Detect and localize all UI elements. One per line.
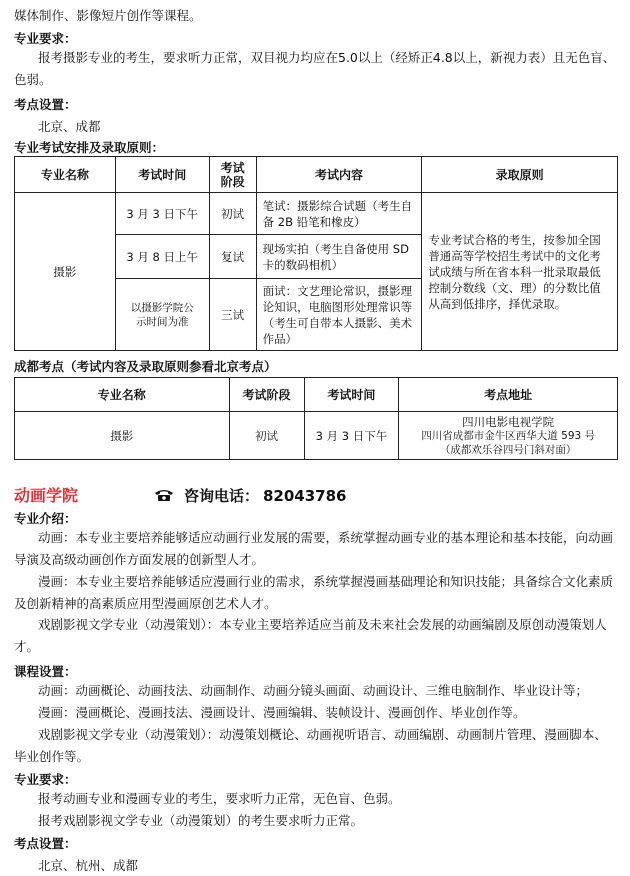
header-major: 专业名称 [15, 157, 116, 193]
phone-label: 咨询电话： [183, 487, 259, 505]
intro-comics: 漫画：本专业主要培养能够适应漫画行业的需求，系统掌握漫画基础理论和知识技能；具备综合文化素质及创新精神的高素质应用型漫画原创艺术人才。 [14, 574, 614, 611]
address-line: 四川电影电视学院 [462, 414, 555, 429]
major-cell: 摄影 [15, 412, 230, 460]
exam-stage-cell: 初试 [209, 193, 256, 235]
requirements-text: 报考摄影专业的考生，要求听力正常，双目视力均应在5.0以上（经矫正4.8以上，新视力表）且无色盲、色弱。 [14, 50, 616, 87]
college-header [14, 483, 618, 506]
requirements-heading-2: 专业要求： [14, 772, 77, 787]
telephone-icon [154, 488, 174, 502]
header-principle: 录取原则 [422, 157, 618, 193]
exam-schedule-table [14, 156, 618, 351]
exam-content-cell: 笔试：摄影综合试题（考生自备 2B 铅笔和橡皮） [256, 193, 422, 235]
exam-schedule-heading: 专业考试安排及录取原则： [14, 140, 165, 155]
requirements-animation-comics: 报考动画专业和漫画专业的考生，要求听力正常，无色盲、色弱。 [38, 791, 401, 806]
major-cell: 摄影 [15, 193, 116, 351]
header-time: 考试时间 [304, 378, 399, 412]
intro-drama-film: 戏剧影视文学专业（动漫策划）：本专业主要培养适应当前及未来社会发展的动画编剧及原创动漫策划人才。 [14, 617, 607, 654]
exam-stage-cell: 初试 [229, 412, 304, 460]
header-major: 专业名称 [15, 378, 230, 412]
chengdu-site-heading: 成都考点（考试内容及录取原则参看北京考点） [14, 359, 277, 374]
courses-comics: 漫画：漫画概论、漫画技法、漫画设计、漫画编辑、装帧设计、漫画创作、毕业创作等。 [38, 705, 526, 720]
address-line: （成都欢乐谷四号门斜对面） [439, 443, 577, 456]
exam-sites-text: 北京、成都 [38, 119, 101, 134]
address-cell [399, 412, 618, 460]
exam-sites-text-2: 北京、杭州、成都 [38, 858, 139, 873]
courses-drama-film: 戏剧影视文学专业（动漫策划）：动漫策划概论、动画视听语言、动画编剧、动画制片管理、漫画脚本、毕业创作等。 [14, 727, 607, 764]
chengdu-site-table [14, 377, 618, 460]
exam-content-cell: 面试：文艺理论常识，摄影理论知识，电脑图形处理常识等（考生可自带本人摄影、美术作品） [256, 279, 422, 351]
exam-time-cell: 3 月 3 日下午 [115, 193, 209, 235]
courses-heading: 课程设置： [14, 664, 77, 679]
header-stage: 考试阶段 [229, 378, 304, 412]
requirements-heading: 专业要求： [14, 31, 77, 46]
exam-time-cell: 以摄影学院公示时间为准 [115, 279, 209, 351]
exam-sites-heading-2: 考点设置： [14, 836, 77, 851]
header-stage: 考试阶段 [209, 157, 256, 193]
intro-animation: 动画：本专业主要培养能够适应动画行业发展的需要，系统掌握动画专业的基本理论和基本技能，向动画导演及高级动画创作方面发展的创新型人才。 [14, 530, 614, 567]
header-content: 考试内容 [256, 157, 422, 193]
exam-time-cell: 3 月 8 日上午 [115, 235, 209, 279]
requirements-drama-film: 报考戏剧影视文学专业（动漫策划）的考生要求听力正常。 [38, 813, 364, 828]
exam-stage-cell: 复试 [209, 235, 256, 279]
header-time: 考试时间 [115, 157, 209, 193]
address-line: 四川省成都市金牛区西华大道 593 号 [421, 429, 596, 442]
exam-time-cell: 3 月 3 日下午 [304, 412, 399, 460]
college-name: 动画学院 [14, 486, 79, 505]
courses-animation: 动画：动画概论、动画技法、动画制作、动画分镜头画面、动画设计、三维电脑制作、毕业设计等； [38, 683, 589, 698]
admission-principle-cell: 专业考试合格的考生，按参加全国普通高等学校招生考试中的文化考试成绩与所在省本科一批录取最低控制分数线（文、理）的分数比值从高到低排序，择优录取。 [422, 193, 618, 351]
exam-content-cell: 现场实拍（考生自备使用 SD 卡的数码相机） [256, 235, 422, 279]
exam-stage-cell: 三试 [209, 279, 256, 351]
header-address: 考点地址 [399, 378, 618, 412]
intro-continuation: 媒体制作、影像短片创作等课程。 [14, 8, 202, 23]
phone-number: 82043786 [262, 487, 347, 505]
exam-sites-heading: 考点设置： [14, 97, 77, 112]
major-intro-heading: 专业介绍： [14, 511, 77, 526]
